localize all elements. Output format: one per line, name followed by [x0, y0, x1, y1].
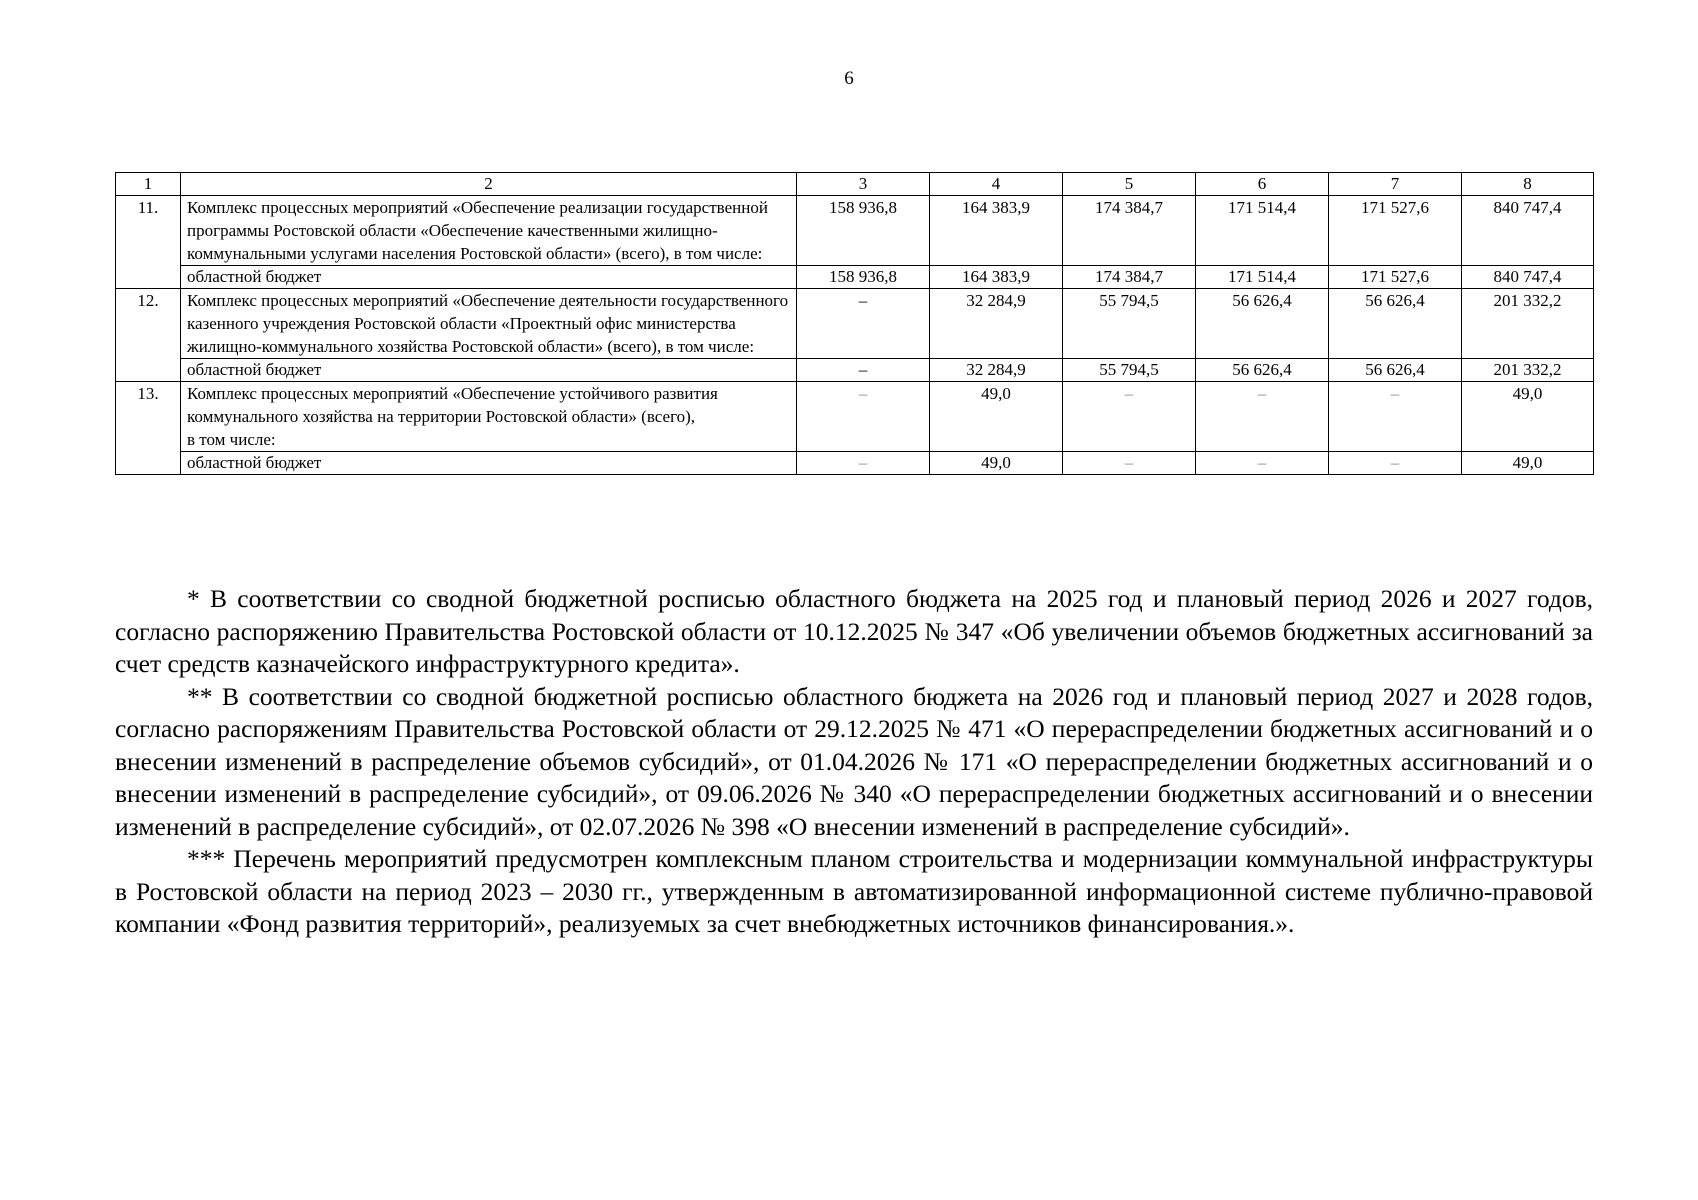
row-value: –	[1196, 382, 1329, 452]
row-value: 55 794,5	[1063, 289, 1196, 359]
table-subrow	[116, 452, 1594, 475]
row-value: –	[1063, 382, 1196, 452]
table-row	[116, 289, 1594, 359]
row-title	[181, 382, 797, 452]
column-number: 3	[797, 173, 930, 196]
subrow-value: 55 794,5	[1063, 359, 1196, 382]
subrow-value: 49,0	[930, 452, 1063, 475]
row-value: 32 284,9	[930, 289, 1063, 359]
row-title-line: Комплекс процессных мероприятий «Обеспечение устойчивого развития коммунального хозяйства на территории Ростовской области» (всего),	[187, 384, 718, 426]
footnote-1: * В соответствии со сводной бюджетной росписью областного бюджета на 2025 год и плановый период 2026 и 2027 годов, согласно распоряжению Правительства Ростовской области от 10.12.2025 № 347 «Об увеличении объемов бюджетных ассигнований за счет средств казначейского инфраструктурного кредита».	[115, 584, 1593, 678]
row-number: 11.	[116, 196, 181, 289]
subrow-value: 56 626,4	[1196, 359, 1329, 382]
subrow-value: 174 384,7	[1063, 266, 1196, 289]
row-title: Комплекс процессных мероприятий «Обеспечение реализации государственной программы Ростовской области «Обеспечение качественными жилищно-коммунальными услугами населения Ростовской области» (всего), в том числе:	[181, 196, 797, 266]
subrow-value: –	[1063, 452, 1196, 475]
subrow-label: областной бюджет	[181, 266, 797, 289]
table-row	[116, 382, 1594, 452]
subrow-value: 171 514,4	[1196, 266, 1329, 289]
row-value: 49,0	[1462, 382, 1594, 452]
row-value: –	[797, 289, 930, 359]
row-title: Комплекс процессных мероприятий «Обеспечение деятельности государственного казенного учреждения Ростовской области «Проектный офис министерства жилищно-коммунального хозяйства Ростовской области» (всего), в том числе:	[181, 289, 797, 359]
subrow-label: областной бюджет	[181, 359, 797, 382]
footnotes	[115, 583, 1593, 941]
subrow-value: 32 284,9	[930, 359, 1063, 382]
subrow-value: 158 936,8	[797, 266, 930, 289]
subrow-value: 840 747,4	[1462, 266, 1594, 289]
subrow-value: 201 332,2	[1462, 359, 1594, 382]
page-number: 6	[844, 68, 854, 89]
table-subrow	[116, 359, 1594, 382]
row-value: 171 527,6	[1329, 196, 1462, 266]
subrow-value: –	[797, 359, 930, 382]
subrow-value: –	[797, 452, 930, 475]
column-number: 6	[1196, 173, 1329, 196]
subrow-label: областной бюджет	[181, 452, 797, 475]
row-value: 174 384,7	[1063, 196, 1196, 266]
row-number: 12.	[116, 289, 181, 382]
subrow-value: 171 527,6	[1329, 266, 1462, 289]
column-number: 7	[1329, 173, 1462, 196]
table-subrow	[116, 266, 1594, 289]
row-value: 201 332,2	[1462, 289, 1594, 359]
row-value: –	[797, 382, 930, 452]
footnote-2: ** В соответствии со сводной бюджетной росписью областного бюджета на 2026 год и плановый период 2027 и 2028 годов, согласно распоряжениям Правительства Ростовской области от 29.12.2025 № 471 «О перераспределении бюджетных ассигнований и о внесении изменений в распределение объемов субсидий», от 01.04.2026 № 171 «О перераспределении бюджетных ассигнований и о внесении изменений в распределение субсидий», от 09.06.2026 № 340 «О перераспределении бюджетных ассигнований и о внесении изменений в распределение субсидий», от 02.07.2026 № 398 «О внесении изменений в распределение субсидий».	[115, 681, 1593, 841]
row-value: 158 936,8	[797, 196, 930, 266]
footnote-3: *** Перечень мероприятий предусмотрен комплексным планом строительства и модернизации коммунальной инфраструктуры в Ростовской области на период 2023 – 2030 гг., утвержденным в автоматизированной информационной системе публично-правовой компании «Фонд развития территорий», реализуемых за счет внебюджетных источников финансирования.».	[115, 844, 1593, 938]
column-number: 5	[1063, 173, 1196, 196]
row-title-line: в том числе:	[187, 430, 276, 449]
row-value: 171 514,4	[1196, 196, 1329, 266]
table-header-row	[116, 173, 1594, 196]
column-number: 1	[116, 173, 181, 196]
row-value: 49,0	[930, 382, 1063, 452]
table-row	[116, 196, 1594, 266]
subrow-value: 56 626,4	[1329, 359, 1462, 382]
row-value: 164 383,9	[930, 196, 1063, 266]
row-value: –	[1329, 382, 1462, 452]
row-number: 13.	[116, 382, 181, 475]
subrow-value: 49,0	[1462, 452, 1594, 475]
subrow-value: –	[1196, 452, 1329, 475]
column-number: 4	[930, 173, 1063, 196]
column-number: 2	[181, 173, 797, 196]
column-number: 8	[1462, 173, 1594, 196]
subrow-value: 164 383,9	[930, 266, 1063, 289]
row-value: 56 626,4	[1329, 289, 1462, 359]
budget-table	[115, 172, 1594, 475]
row-value: 56 626,4	[1196, 289, 1329, 359]
subrow-value: –	[1329, 452, 1462, 475]
row-value: 840 747,4	[1462, 196, 1594, 266]
